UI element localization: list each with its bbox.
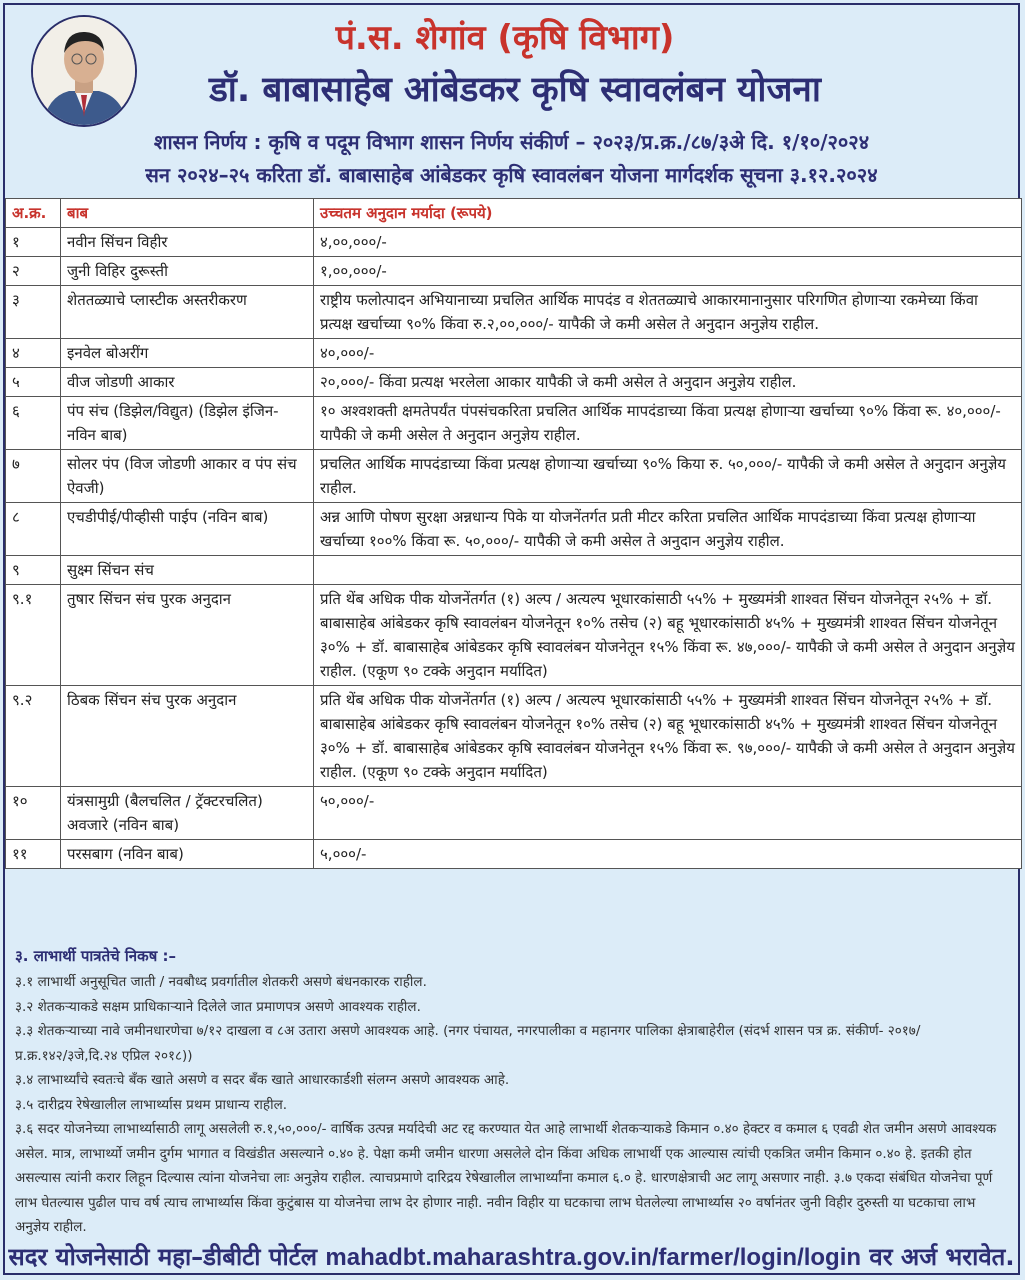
header-serial: अ.क्र.	[6, 199, 61, 228]
table-row	[6, 257, 1022, 286]
office-title: पं.स. शेगांव (कृषि विभाग)	[335, 18, 675, 58]
criteria-title: ३. लाभार्थी पात्रतेचे निकष :–	[15, 947, 177, 965]
row-serial: १०	[6, 787, 61, 840]
row-limit: १,००,०००/-	[314, 257, 1022, 286]
row-limit: २०,०००/- किंवा प्रत्यक्ष भरलेला आकार यापैकी जे कमी असेल ते अनुदान अनुज्ञेय राहील.	[314, 368, 1022, 397]
row-limit: ५०,०००/-	[314, 787, 1022, 840]
row-item: एचडीपीई/पीव्हीसी पाईप (नविन बाब)	[61, 503, 314, 556]
row-item: सुक्ष्म सिंचन संच	[61, 556, 314, 585]
row-serial: ४	[6, 339, 61, 368]
row-serial: २	[6, 257, 61, 286]
table-row	[6, 686, 1022, 787]
table-row	[6, 556, 1022, 585]
portrait-photo	[31, 15, 137, 127]
row-limit: प्रचलित आर्थिक मापदंडाच्या किंवा प्रत्यक्ष होणाऱ्या खर्चाच्या ९०% किया रु. ५०,०००/- यापैकी जे कमी असेल ते अनुदान अनुज्ञेय राहील.	[314, 450, 1022, 503]
row-serial: ९.१	[6, 585, 61, 686]
row-limit: प्रति थेंब अधिक पीक योजनेंतर्गत (१) अल्प / अत्यल्प भूधारकांसाठी ५५% + मुख्यमंत्री शाश्वत सिंचन योजनेतून २५% + डॉ. बाबासाहेब आंबेडकर कृषि स्वावलंबन योजनेतून १०% तसेच (२) बहू भूधारकांसाठी ४५% + मुख्यमंत्री शाश्वत सिंचन योजनेतून ३०% + डॉ. बाबासाहेब आंबेडकर कृषि स्वावलंबन योजनेतून १५% किंवा रू. ४७,०००/- यापैकी जे कमी असेल ते अनुदान अनुज्ञेय राहील. (एकूण ९० टक्के अनुदान मर्यादित)	[314, 585, 1022, 686]
notice-header	[5, 5, 1018, 195]
row-item: सोलर पंप (विज जोडणी आकार व पंप संच ऐवजी)	[61, 450, 314, 503]
notice-frame	[3, 3, 1020, 1275]
eligibility-criteria	[5, 942, 1018, 1240]
footer-prefix: सदर योजनेसाठी महा–डीबीटी पोर्टल	[8, 1243, 318, 1271]
scheme-title: डॉ. बाबासाहेब आंबेडकर कृषि स्वावलंबन योजना	[209, 70, 821, 110]
table-row	[6, 585, 1022, 686]
row-item: नवीन सिंचन विहीर	[61, 228, 314, 257]
table-row	[6, 228, 1022, 257]
row-serial: ६	[6, 397, 61, 450]
table-row	[6, 397, 1022, 450]
row-item: पंप संच (डिझेल/विद्युत) (डिझेल इंजिन-नविन बाब)	[61, 397, 314, 450]
row-serial: १	[6, 228, 61, 257]
row-item: वीज जोडणी आकार	[61, 368, 314, 397]
header-item: बाब	[61, 199, 314, 228]
table-row	[6, 286, 1022, 339]
portal-link[interactable]: mahadbt.maharashtra.gov.in/farmer/login/login	[325, 1244, 862, 1271]
row-serial: ७	[6, 450, 61, 503]
row-limit: ५,०००/-	[314, 840, 1022, 869]
row-item: इनवेल बोअरींग	[61, 339, 314, 368]
header-limit: उच्चतम अनुदान मर्यादा (रूपये)	[314, 199, 1022, 228]
guideline-reference: सन २०२४–२५ करिता डॉ. बाबासाहेब आंबेडकर कृषि स्वावलंबन योजना मार्गदर्शक सूचना ३.१२.२०२४	[145, 163, 878, 187]
table-row	[6, 339, 1022, 368]
row-limit: ४,००,०००/-	[314, 228, 1022, 257]
row-serial: ९	[6, 556, 61, 585]
row-serial: ११	[6, 840, 61, 869]
table-header-row	[6, 199, 1022, 228]
footer-instruction	[5, 1239, 1018, 1276]
row-item: ठिबक सिंचन संच पुरक अनुदान	[61, 686, 314, 787]
row-limit: १० अश्वशक्ती क्षमतेपर्यंत पंपसंचकरिता प्रचलित आर्थिक मापदंडाच्या किंवा प्रत्यक्ष होणाऱ्या खर्चाच्या ९०% किंवा रू. ४०,०००/- यापैकी जे कमी असेल ते अनुदान अनुज्ञेय राहील.	[314, 397, 1022, 450]
row-serial: ८	[6, 503, 61, 556]
footer-suffix: वर अर्ज भरावेत.	[869, 1243, 1015, 1271]
row-limit: प्रति थेंब अधिक पीक योजनेंतर्गत (१) अल्प / अत्यल्प भूधारकांसाठी ५५% + मुख्यमंत्री शाश्वत सिंचन योजनेतून २५% + डॉ. बाबासाहेब आंबेडकर कृषि स्वावलंबन योजनेतून १०% तसेच (२) बहू भूधारकांसाठी ४५% + मुख्यमंत्री शाश्वत सिंचन योजनेतून ३०% + डॉ. बाबासाहेब आंबेडकर कृषि स्वावलंबन योजनेतून १५% किंवा रू. ९७,०००/- यापैकी जे कमी असेल ते अनुदान अनुज्ञेय राहील. (एकूण ९० टक्के अनुदान मर्यादित)	[314, 686, 1022, 787]
row-item: तुषार सिंचन संच पुरक अनुदान	[61, 585, 314, 686]
gr-reference: शासन निर्णय : कृषि व पदूम विभाग शासन निर्णय संकीर्ण – २०२३/प्र.क्र./८७/३अे दि. १/१०/२०२४	[153, 130, 870, 154]
criteria-item: ३.४ लाभार्थ्यांचे स्वतःचे बँक खाते असणे व सदर बँक खाते आधारकार्डशी संलग्न असणे आवश्यक आहे.	[15, 1072, 510, 1088]
row-limit: अन्न आणि पोषण सुरक्षा अन्नधान्य पिके या योजनेंतर्गत प्रती मीटर करिता प्रचलित आर्थिक मापदंडाच्या किंवा प्रत्यक्ष होणाऱ्या खर्चाच्या १००% किंवा रू. ५०,०००/- यापैकी जे कमी असेल ते अनुदान अनुज्ञेय राहील.	[314, 503, 1022, 556]
portrait-icon	[33, 17, 135, 125]
subsidy-table	[5, 198, 1022, 869]
row-limit: राष्ट्रीय फलोत्पादन अभियानाच्या प्रचलित आर्थिक मापदंड व शेततळ्याचे आकारमानानुसार परिगणित होणाऱ्या रकमेच्या किंवा प्रत्यक्ष खर्चाच्या ९०% किंवा रु.२,००,०००/- यापैकी जे कमी असेल ते अनुदान अनुज्ञेय राहील.	[314, 286, 1022, 339]
criteria-item: ३.३ शेतकऱ्याच्या नावे जमीनधारणेचा ७/१२ दाखला व ८अ उतारा असणे आवश्यक आहे. (नगर पंचायत, नगरपालीका व महानगर पालिका क्षेत्राबाहेरील (संदर्भ शासन पत्र क्र. संकीर्ण- २०१७/प्र.क्र.१४२/३जे,दि.२४ एप्रिल २०१८))	[15, 1023, 921, 1064]
row-serial: ९.२	[6, 686, 61, 787]
row-serial: ५	[6, 368, 61, 397]
criteria-item: ३.५ दारीद्रय रेषेखालील लाभार्थ्यास प्रथम प्राधान्य राहील.	[15, 1096, 288, 1113]
table-row	[6, 368, 1022, 397]
table-row	[6, 787, 1022, 840]
row-item: यंत्रसामुग्री (बैलचलित / ट्रॅक्टरचलित) अवजारे (नविन बाब)	[61, 787, 314, 840]
row-item: जुनी विहिर दुरूस्ती	[61, 257, 314, 286]
row-item: परसबाग (नविन बाब)	[61, 840, 314, 869]
row-limit	[314, 556, 1022, 585]
row-limit: ४०,०००/-	[314, 339, 1022, 368]
criteria-item: ३.६ सदर योजनेच्या लाभार्थ्यासाठी लागू असलेली रु.१,५०,०००/- वार्षिक उत्पन्न मर्यादेची अट रद्द करण्यात येत आहे लाभार्थी शेतकऱ्याकडे किमान ०.४० हेक्टर व कमाल ६ एवढी शेत जमीन असणे आवश्यक असेल. मात्र, लाभार्थ्यो जमीन दुर्गम भागात व विखंडीत असल्याने ०.४० हे. पेक्षा कमी जमीन धारणा असलेले दोन किंवा अधिक लाभार्थी एक आल्यास त्यांची एकत्रित जमीन किमान ०.४० हे. इतकी होत असल्यास त्यांनी करार लिहून दिल्यास त्यांना योजनेचा लाः अनुज्ञेय राहील. त्याचप्रमाणे दारिद्रय रेषेखालील लाभार्थ्यांना कमाल ६.० हे. धारणक्षेत्राची अट लागू असणार नाही. ३.७ एकदा संबंधित योजनेचा पूर्ण लाभ घेतल्यास पुढील पाच वर्ष त्याच लाभार्थ्यास किंवा कुटुंबास या योजनेचा लाभ देर होणार नाही. नवीन विहीर या घटकाचा लाभ घेतलेल्या लाभार्थ्यास २० वर्षानंतर जुनी विहीर दुरुस्ती या घटकाचा लाभ अनुज्ञेय राहील.	[15, 1121, 997, 1235]
criteria-item: ३.२ शेतकऱ्याकडे सक्षम प्राधिकाऱ्याने दिलेले जात प्रमाणपत्र असणे आवश्यक राहील.	[15, 998, 421, 1015]
table-row	[6, 450, 1022, 503]
row-item: शेततळ्याचे प्लास्टीक अस्तरीकरण	[61, 286, 314, 339]
table-row	[6, 840, 1022, 869]
criteria-item: ३.१ लाभार्थी अनुसूचित जाती / नवबौध्द प्रवर्गातील शेतकरी असणे बंधनकारक राहील.	[15, 974, 427, 990]
row-serial: ३	[6, 286, 61, 339]
table-row	[6, 503, 1022, 556]
